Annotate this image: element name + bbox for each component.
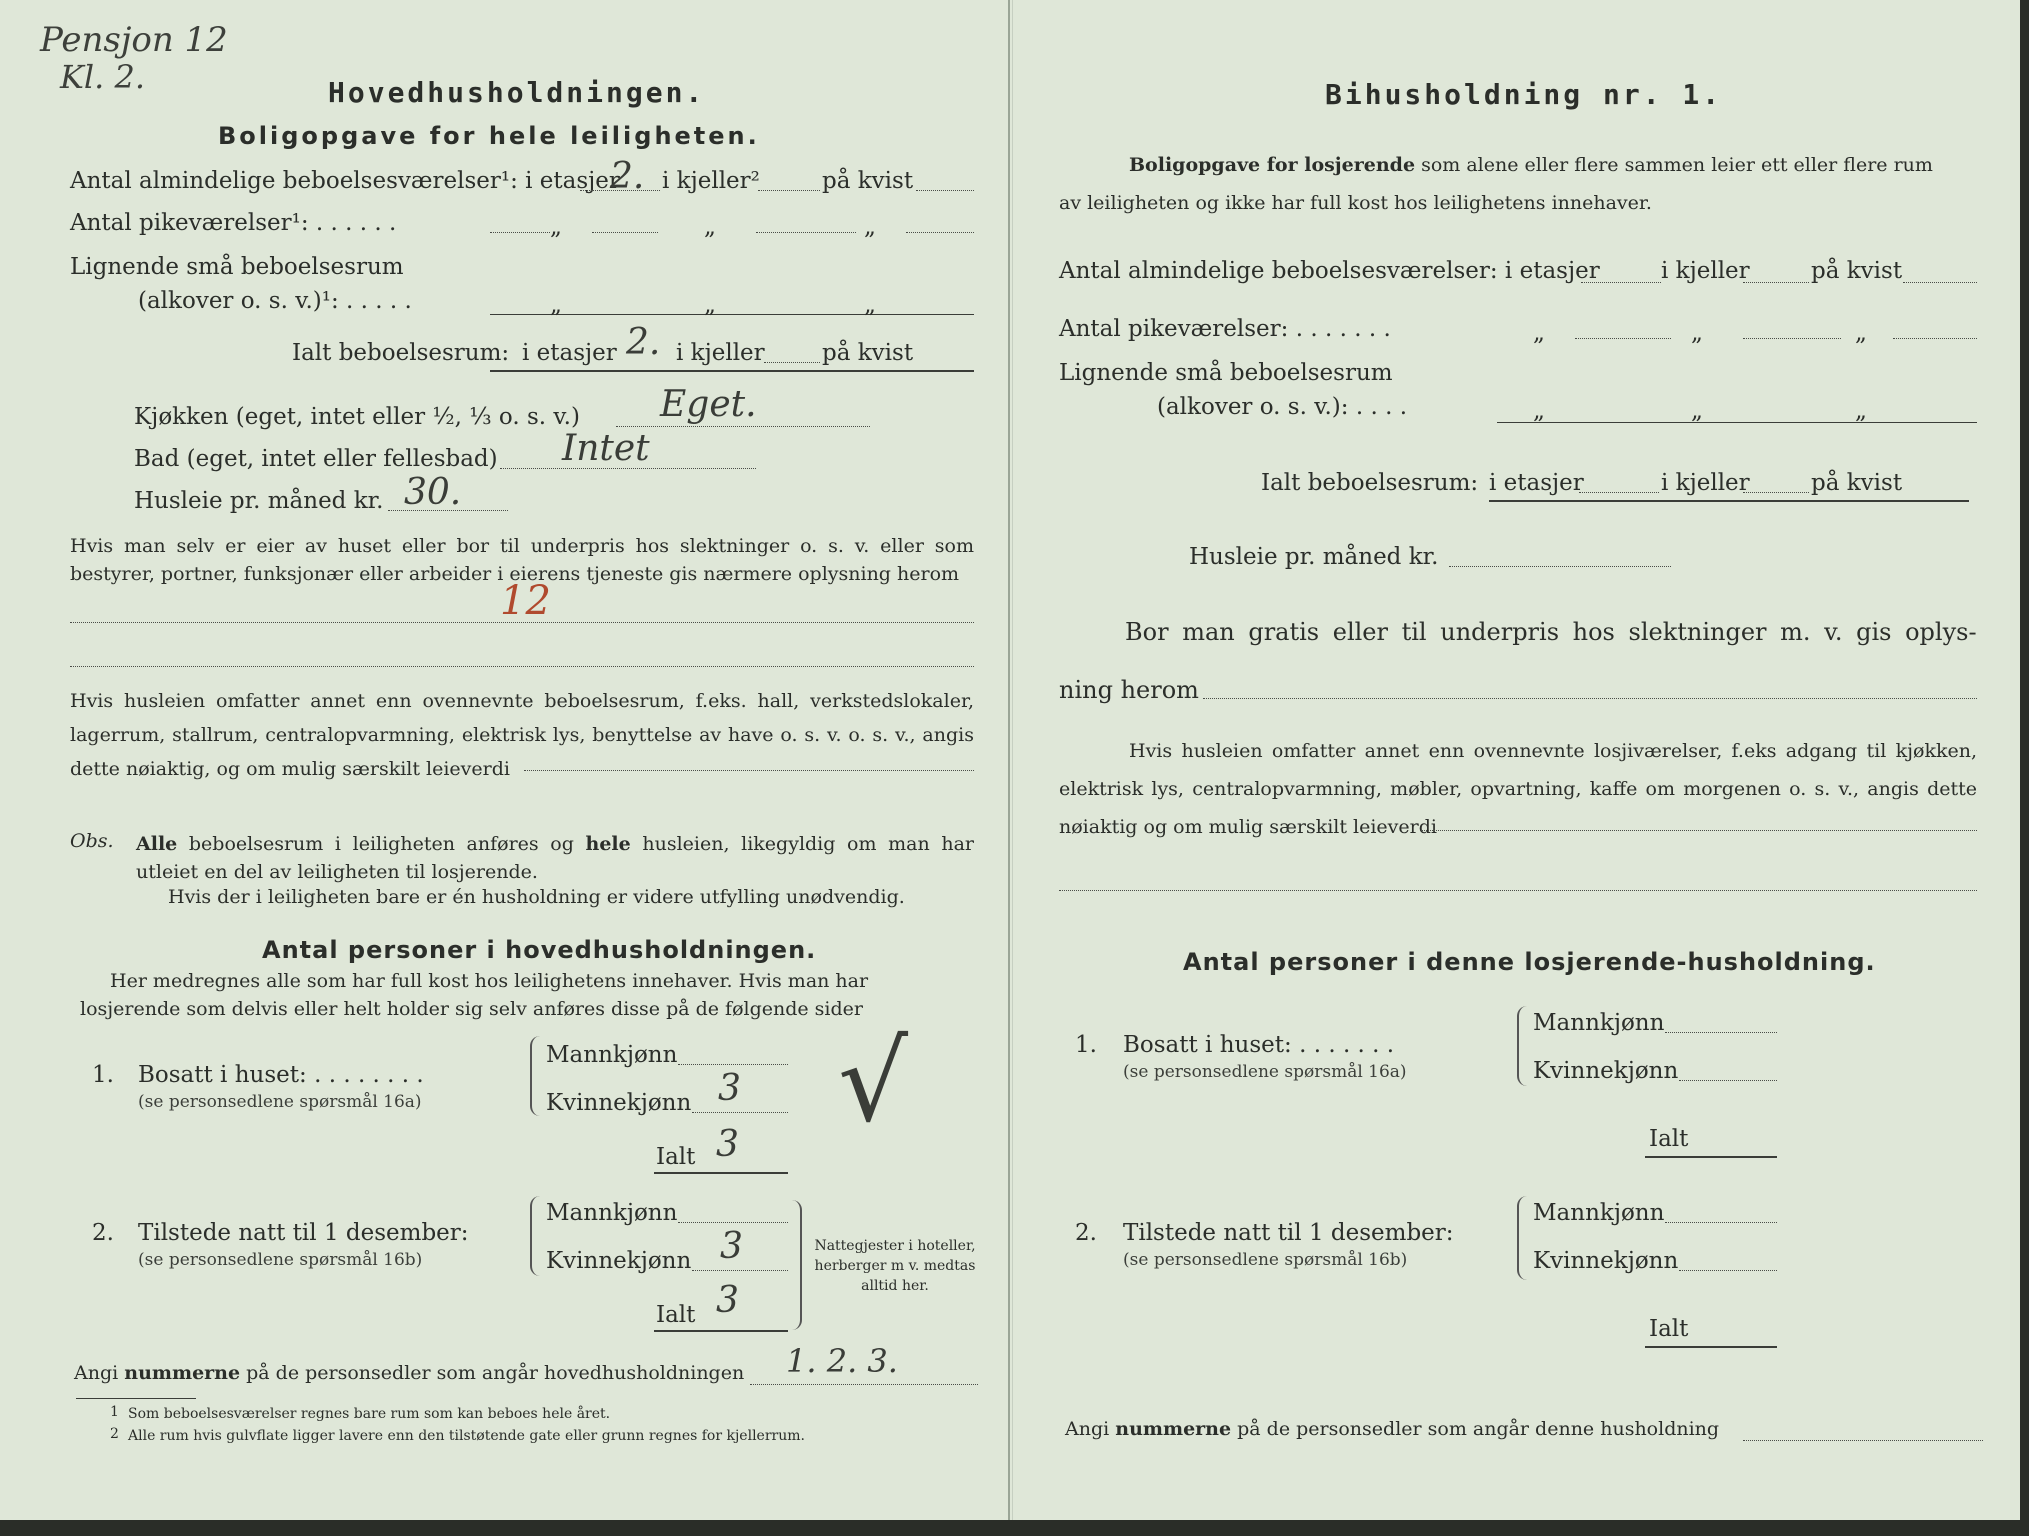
alkover-label: (alkover o. s. v.)¹: . . . . . (138, 288, 412, 314)
rooms-label: Antal almindelige beboelsesværelser¹: i etasjer (70, 168, 620, 194)
ialt-kjeller-label: i kjeller (1661, 470, 1750, 496)
ditto-mark: „ (864, 214, 876, 240)
q1-number: 1. (1075, 1032, 1097, 1058)
omfatter-instructions: Hvis husleien omfatter annet enn ovennevnte beboelsesrum, f.eks. hall, verkstedslokaler, lagerrum, stallrum, centralopvarmning, elektrisk lys, benyttelse av have o. s. v. o. s. v., angis dette nøiaktig, og om mulig særskilt leieverdi (70, 690, 974, 780)
footnote-2: Alle rum hvis gulvflate ligger lavere enn den tilstøtende gate eller grunn regnes for kjellerrum. (128, 1428, 805, 1444)
obs-part: husleien, likegyldig om man har utleiet en del av leiligheten til losjerende. (136, 833, 974, 883)
ditto-mark: „ (704, 214, 716, 240)
left-page-main-household (0, 0, 1010, 1520)
checkmark: √ (838, 1018, 909, 1146)
bad-value[interactable]: Intet (562, 428, 650, 469)
husleie-label: Husleie pr. måned kr. (1189, 544, 1439, 570)
rooms-label: Antal almindelige beboelsesværelser: i etasjer (1059, 258, 1600, 284)
q2-ialt-value[interactable]: 3 (716, 1280, 739, 1321)
q1-number: 1. (92, 1062, 114, 1088)
husleie-value[interactable]: 30. (404, 472, 462, 513)
q2-number: 2. (92, 1220, 114, 1246)
ditto-mark: „ (1855, 320, 1867, 346)
obs-hele: hele (585, 833, 631, 855)
obs-text-2: Hvis der i leiligheten bare er én husholdning er videre utfylling unødvendig. (168, 886, 905, 908)
q1-kvinne-value[interactable]: 3 (718, 1068, 741, 1109)
persons-desc: Her medregnes alle som har full kost hos leilighetens innehaver. Hvis man har (110, 970, 869, 992)
ialt-etasjer-label: i etasjer (1489, 470, 1584, 496)
q1-sub: (se personsedlene spørsmål 16a) (1123, 1062, 1407, 1082)
nattegjester-note: Nattegjester i hoteller, herberger m v. medtas alltid her. (814, 1238, 976, 1294)
q1-kvinne-label: Kvinnekjønn (1533, 1058, 1679, 1084)
angi-bold: nummerne (124, 1362, 241, 1384)
ditto-mark: „ (1855, 398, 1867, 424)
q2-label: Tilstede natt til 1 desember: (138, 1220, 469, 1246)
q1-ialt-value[interactable]: 3 (716, 1124, 739, 1165)
pikevaerelser-label: Antal pikeværelser¹: . . . . . . (70, 210, 397, 236)
ialt-kvist-label: på kvist (822, 340, 914, 366)
q2-mann-label: Mannkjønn (1533, 1200, 1665, 1226)
alkover-label: (alkover o. s. v.): . . . . (1157, 394, 1408, 420)
page-subtitle: Boligopgave for hele leiligheten. (218, 122, 760, 150)
rooms-etasjer-value[interactable]: 2. (610, 156, 645, 197)
persons-title: Antal personer i hovedhusholdningen. (262, 936, 817, 964)
obs-part: beboelsesrum i leiligheten anføres og (188, 833, 574, 855)
intro-bold: Boligopgave for losjerende (1129, 154, 1416, 176)
q2-kvinne-label: Kvinnekjønn (1533, 1248, 1679, 1274)
ditto-mark: „ (1533, 320, 1545, 346)
q1-mann-label: Mannkjønn (546, 1042, 678, 1068)
kjokken-label: Kjøkken (eget, intet eller ½, ⅓ o. s. v.) (134, 404, 580, 430)
eier-instructions: Hvis man selv er eier av huset eller bor til underpris hos slektninger o. s. v. eller som bestyrer, portner, funksjonær eller arbeider i eierens tjeneste gis nærmere oplysning herom (70, 535, 974, 585)
intro-rest: som alene eller flere sammen leier ett eller flere rum (1421, 154, 1933, 176)
gratis-text-2: ning herom (1059, 676, 1199, 704)
q2-sub: (se personsedlene spørsmål 16b) (138, 1250, 423, 1270)
footnote-number: 1 (110, 1404, 119, 1420)
page-title: Bihusholdning nr. 1. (1325, 78, 1723, 111)
kvist-label: på kvist (822, 168, 914, 194)
ialt-etasjer-value[interactable]: 2. (626, 322, 661, 363)
ditto-mark: „ (1691, 320, 1703, 346)
q1-label: Bosatt i huset: . . . . . . . . (138, 1062, 424, 1088)
angi-bold: nummerne (1115, 1418, 1232, 1440)
small-rooms-label: Lignende små beboelsesrum (70, 254, 404, 280)
angi-text: på de personsedler som angår hovedhusholdningen (246, 1362, 745, 1384)
angi-value[interactable]: 1. 2. 3. (786, 1342, 898, 1380)
angi-text: Angi (1065, 1418, 1110, 1440)
q2-kvinne-label: Kvinnekjønn (546, 1248, 692, 1274)
q2-label: Tilstede natt til 1 desember: (1123, 1220, 1454, 1246)
q1-ialt-label: Ialt (656, 1144, 696, 1170)
q2-number: 2. (1075, 1220, 1097, 1246)
q1-label: Bosatt i huset: . . . . . . . (1123, 1032, 1395, 1058)
ditto-mark: „ (550, 292, 562, 318)
kvist-label: på kvist (1811, 258, 1903, 284)
page-title: Hovedhusholdningen. (328, 76, 706, 109)
ialt-kjeller-label: i kjeller (676, 340, 765, 366)
obs-label: Obs. (70, 830, 114, 852)
footnote-number: 2 (110, 1426, 119, 1442)
kjokken-value[interactable]: Eget. (660, 384, 757, 425)
angi-text: på de personsedler som angår denne husholdning (1237, 1418, 1720, 1440)
q1-mann-label: Mannkjønn (1533, 1010, 1665, 1036)
ditto-mark: „ (1533, 398, 1545, 424)
obs-alle: Alle (136, 833, 178, 855)
ditto-mark: „ (864, 292, 876, 318)
right-page-sub-household (1012, 0, 2021, 1520)
q2-ialt-label: Ialt (656, 1302, 696, 1328)
handwritten-annotation-2: Kl. 2. (60, 58, 146, 96)
q1-ialt-label: Ialt (1649, 1126, 1689, 1152)
intro-text-2: av leiligheten og ikke har full kost hos leilighetens innehaver. (1059, 192, 1652, 214)
kjeller-label: i kjeller (1661, 258, 1750, 284)
angi-numbers (1065, 1418, 1719, 1440)
angi-text: Angi (74, 1362, 119, 1384)
husleie-label: Husleie pr. måned kr. (134, 488, 384, 514)
ialt-rooms-label: Ialt beboelsesrum: (292, 340, 510, 366)
ditto-mark: „ (704, 292, 716, 318)
angi-numbers (74, 1362, 744, 1384)
q2-ialt-label: Ialt (1649, 1316, 1689, 1342)
persons-desc: losjerende som delvis eller helt holder sig selv anføres disse på de følgende sider (80, 998, 863, 1020)
ditto-mark: „ (1691, 398, 1703, 424)
q1-kvinne-label: Kvinnekjønn (546, 1090, 692, 1116)
omfatter-instructions: Hvis husleien omfatter annet enn ovennevnte losjiværelser, f.eks adgang til kjøkken, elektrisk lys, centralopvarmning, møbler, opvartning, kaffe om morgenen o. s. v., angis dette nøiaktig og om mulig særskilt leieverdi (1059, 740, 1977, 838)
q2-mann-label: Mannkjønn (546, 1200, 678, 1226)
bad-label: Bad (eget, intet eller fellesbad) (134, 446, 498, 472)
ditto-mark: „ (550, 214, 562, 240)
q1-sub: (se personsedlene spørsmål 16a) (138, 1092, 422, 1112)
gratis-text: Bor man gratis eller til underpris hos slektninger m. v. gis oplys- (1125, 618, 1977, 646)
ialt-rooms-label: Ialt beboelsesrum: (1261, 470, 1479, 496)
small-rooms-label: Lignende små beboelsesrum (1059, 360, 1393, 386)
persons-title: Antal personer i denne losjerende-husholdning. (1183, 948, 1876, 976)
red-pencil-mark: 12 (500, 578, 551, 624)
pikevaerelser-label: Antal pikeværelser: . . . . . . . (1059, 316, 1391, 342)
ialt-etasjer-label: i etasjer (522, 340, 617, 366)
handwritten-annotation: Pensjon 12 (40, 20, 228, 60)
obs-text (136, 830, 974, 886)
ialt-kvist-label: på kvist (1811, 470, 1903, 496)
q2-kvinne-value[interactable]: 3 (720, 1226, 743, 1267)
q2-sub: (se personsedlene spørsmål 16b) (1123, 1250, 1408, 1270)
footnote-1: Som beboelsesværelser regnes bare rum som kan beboes hele året. (128, 1406, 611, 1422)
kjeller-label: i kjeller² (662, 168, 760, 194)
intro-text (1129, 154, 1933, 176)
